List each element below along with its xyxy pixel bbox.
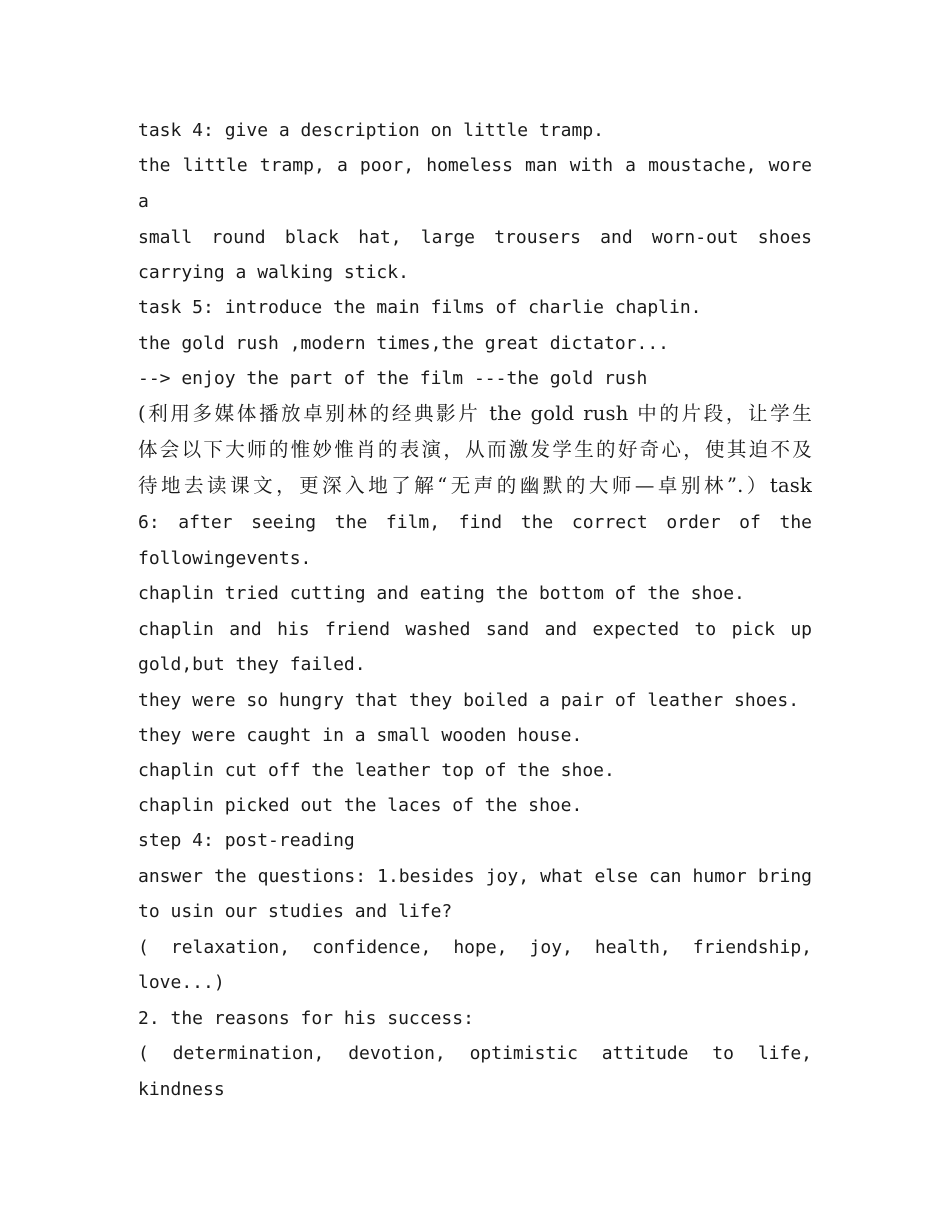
text-line: --> enjoy the part of the film ---the gold rush: [138, 368, 648, 389]
text-line: kindness: [138, 1079, 225, 1100]
text-line: answer the questions: 1.besides joy, what else can humor bring: [138, 866, 812, 887]
text-line: step 4: post-reading: [138, 830, 355, 851]
text-line: chaplin picked out the laces of the shoe.: [138, 795, 583, 816]
text-line: 2. the reasons for his success:: [138, 1008, 474, 1029]
text-line: 待地去读课文，更深入地了解“无声的幽默的大师—卓别林”.）task: [138, 474, 812, 497]
text-line: 6: after seeing the film, find the correct order of the: [138, 512, 812, 533]
text-line: chaplin cut off the leather top of the shoe.: [138, 760, 615, 781]
text-line: ( determination, devotion, optimistic attitude to life,: [138, 1043, 812, 1064]
text-line: carrying a walking stick.: [138, 262, 409, 283]
text-line: the gold rush ,modern times,the great dictator...: [138, 333, 670, 354]
text-line: they were so hungry that they boiled a pair of leather shoes.: [138, 690, 800, 711]
text-line: the little tramp, a poor, homeless man with a moustache, wore: [138, 155, 812, 176]
text-line: chaplin tried cutting and eating the bottom of the shoe.: [138, 583, 745, 604]
text-line: a: [138, 191, 149, 212]
text-line: 体会以下大师的惟妙惟肖的表演，从而激发学生的好奇心，使其迫不及: [138, 438, 812, 461]
text-line: small round black hat, large trousers and worn-out shoes: [138, 227, 812, 248]
text-line: followingevents.: [138, 548, 312, 569]
text-line: ( relaxation, confidence, hope, joy, health, friendship,: [138, 937, 812, 958]
text-line: to usin our studies and life?: [138, 901, 453, 922]
text-line: (利用多媒体播放卓别林的经典影片 the gold rush 中的片段，让学生: [138, 402, 812, 425]
text-line: chaplin and his friend washed sand and expected to pick up: [138, 619, 812, 640]
text-line: task 4: give a description on little tramp.: [138, 120, 604, 141]
text-line: love...): [138, 972, 225, 993]
text-line: gold,but they failed.: [138, 654, 366, 675]
text-line: task 5: introduce the main films of charlie chaplin.: [138, 297, 702, 318]
text-line: they were caught in a small wooden house.: [138, 725, 583, 746]
